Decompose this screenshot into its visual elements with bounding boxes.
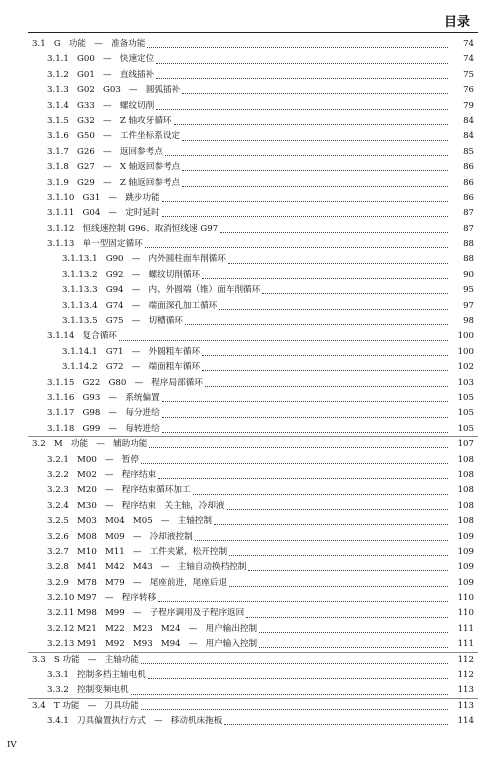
toc-entry-title: 3.2.2 M02 — 程序结束 <box>47 469 157 480</box>
toc-entry-title: 3.1.8 G27 — X 轴返回参考点 <box>47 162 181 173</box>
toc-entry[interactable] <box>0 145 500 160</box>
dot-leader <box>220 232 448 233</box>
toc-entry-title: 3.1.15 G22 G80 — 程序局部循环 <box>47 377 203 388</box>
table-of-contents <box>0 37 500 730</box>
toc-entry[interactable] <box>0 653 500 668</box>
toc-entry-page: 75 <box>463 69 474 80</box>
toc-entry-page: 105 <box>457 423 474 434</box>
toc-entry-page: 109 <box>457 577 474 588</box>
toc-entry[interactable] <box>0 714 500 729</box>
toc-entry-page: 109 <box>457 531 474 542</box>
toc-entry[interactable] <box>0 129 500 144</box>
toc-entry-page: 86 <box>463 162 474 173</box>
dot-leader <box>214 524 448 525</box>
toc-entry[interactable] <box>0 422 500 437</box>
header-rule <box>28 32 478 33</box>
dot-leader <box>228 263 448 264</box>
toc-entry-page: 108 <box>457 469 474 480</box>
toc-entry-title: 3.1.10 G31 — 跳步功能 <box>47 192 160 203</box>
toc-entry-title: 3.3.2 控制变频电机 <box>47 685 129 696</box>
toc-entry[interactable] <box>0 637 500 652</box>
toc-entry-page: 108 <box>457 500 474 511</box>
toc-entry[interactable] <box>0 668 500 683</box>
toc-entry[interactable] <box>0 499 500 514</box>
toc-entry[interactable] <box>0 283 500 298</box>
toc-entry-page: 87 <box>463 223 474 234</box>
toc-entry-page: 103 <box>457 377 474 388</box>
toc-entry-page: 86 <box>463 177 474 188</box>
toc-entry-page: 110 <box>457 608 474 619</box>
toc-entry[interactable] <box>0 222 500 237</box>
toc-entry[interactable] <box>0 483 500 498</box>
dot-leader <box>259 647 448 648</box>
dot-leader <box>174 124 448 125</box>
dot-leader <box>165 155 448 156</box>
toc-entry-page: 100 <box>457 346 474 357</box>
toc-entry-title: 3.2.7 M10 M11 — 工件夹紧，松开控制 <box>47 546 228 557</box>
dot-leader <box>202 355 448 356</box>
toc-entry-title: 3.2.8 M41 M42 M43 — 主轴自动换档控制 <box>47 562 247 573</box>
toc-entry-page: 74 <box>463 39 474 49</box>
toc-entry-title: 3.1.6 G50 — 工件坐标系设定 <box>47 131 181 142</box>
toc-entry[interactable] <box>0 68 500 83</box>
toc-entry-page: 97 <box>463 300 474 311</box>
dot-leader <box>219 309 448 310</box>
toc-entry-title: 3.1 G 功能 — 准备功能 <box>32 39 146 49</box>
toc-entry-title: 3.2.13 M91 M92 M93 M94 — 用户输入控制 <box>47 639 258 650</box>
toc-entry-title: 3.1.12 恒线速控制 G96、取消恒线速 G97 <box>47 223 219 234</box>
dot-leader <box>141 663 448 664</box>
toc-entry[interactable] <box>0 52 500 67</box>
toc-entry[interactable] <box>0 99 500 114</box>
toc-entry[interactable] <box>0 329 500 344</box>
toc-entry-page: 113 <box>457 700 474 711</box>
dot-leader <box>162 201 448 202</box>
dot-leader <box>185 324 448 325</box>
toc-entry-page: 105 <box>457 408 474 419</box>
dot-leader <box>156 78 448 79</box>
toc-entry[interactable] <box>0 176 500 191</box>
toc-entry[interactable] <box>0 252 500 267</box>
toc-entry[interactable] <box>0 591 500 606</box>
toc-entry-title: 3.1.1 G00 — 快速定位 <box>47 54 155 65</box>
toc-entry-page: 105 <box>457 392 474 403</box>
toc-entry-page: 85 <box>463 146 474 157</box>
toc-entry-title: 3.1.18 G99 — 每转进给 <box>47 423 160 434</box>
page-header-title: 目录 <box>443 15 470 30</box>
toc-entry-title: 3.1.11 G04 — 定时延时 <box>47 208 160 219</box>
dot-leader <box>141 463 448 464</box>
toc-entry-page: 90 <box>463 269 474 280</box>
toc-entry[interactable] <box>0 237 500 252</box>
toc-entry-title: 3.2.10 M97 — 程序转移 <box>47 593 157 604</box>
dot-leader <box>202 370 448 371</box>
toc-entry-page: 110 <box>457 593 474 604</box>
toc-entry-page: 109 <box>457 546 474 557</box>
toc-entry-page: 76 <box>463 85 474 96</box>
toc-entry[interactable] <box>0 299 500 314</box>
toc-entry-title: 3.1.5 G32 — Z 轴攻牙循环 <box>47 115 172 126</box>
toc-entry-page: 95 <box>463 285 474 296</box>
toc-entry[interactable] <box>0 530 500 545</box>
toc-entry[interactable] <box>0 268 500 283</box>
toc-entry-title: 3.2 M 功能 — 辅助功能 <box>32 439 148 450</box>
toc-entry-title: 3.1.14 复合循环 <box>47 331 117 342</box>
toc-entry[interactable] <box>0 314 500 329</box>
dot-leader <box>193 494 448 495</box>
toc-entry-title: 3.1.14.2 G72 — 端面粗车循环 <box>62 362 201 373</box>
dot-leader <box>145 247 448 248</box>
dot-leader <box>162 216 448 217</box>
toc-entry[interactable] <box>0 606 500 621</box>
toc-entry-title: 3.2.12 M21 M22 M23 M24 — 用户输出控制 <box>47 623 258 634</box>
toc-entry-page: 88 <box>463 254 474 265</box>
dot-leader <box>156 63 448 64</box>
dot-leader <box>246 617 448 618</box>
toc-entry[interactable] <box>0 191 500 206</box>
section-divider <box>28 698 478 699</box>
toc-entry-page: 87 <box>463 208 474 219</box>
toc-entry-title: 3.1.17 G98 — 每分进给 <box>47 408 160 419</box>
dot-leader <box>205 386 448 387</box>
toc-entry[interactable] <box>0 683 500 698</box>
dot-leader <box>229 555 448 556</box>
toc-entry-title: 3.1.13 单一型固定循环 <box>47 239 143 250</box>
toc-entry-page: 108 <box>457 485 474 496</box>
toc-entry[interactable] <box>0 622 500 637</box>
dot-leader <box>202 278 448 279</box>
toc-entry[interactable] <box>0 406 500 421</box>
toc-entry-title: 3.4 T 功能 — 刀具功能 <box>32 700 139 711</box>
toc-entry[interactable] <box>0 391 500 406</box>
toc-entry-title: 3.1.2 G01 — 直线插补 <box>47 69 155 80</box>
toc-entry[interactable] <box>0 37 500 52</box>
toc-entry-title: 3.2.11 M98 M99 — 子程序调用及子程序返回 <box>47 608 245 619</box>
dot-leader <box>141 709 448 710</box>
toc-entry-title: 3.1.3 G02 G03 — 圆弧插补 <box>47 85 181 96</box>
toc-entry[interactable] <box>0 360 500 375</box>
dot-leader <box>182 140 448 141</box>
toc-entry-page: 111 <box>457 623 474 634</box>
dot-leader <box>262 293 448 294</box>
toc-entry-page: 114 <box>457 716 474 727</box>
toc-entry-page: 86 <box>463 192 474 203</box>
toc-entry[interactable] <box>0 560 500 575</box>
toc-entry-page: 109 <box>457 562 474 573</box>
dot-leader <box>182 93 448 94</box>
toc-entry-title: 3.1.13.3 G94 — 内、外圆端（锥）面车削循环 <box>62 285 261 296</box>
dot-leader <box>147 47 448 48</box>
toc-entry-page: 111 <box>457 639 474 650</box>
toc-entry-page: 98 <box>463 316 474 327</box>
toc-entry-title: 3.1.9 G29 — Z 轴返回参考点 <box>47 177 181 188</box>
dot-leader <box>195 540 448 541</box>
toc-entry-title: 3.2.3 M20 — 程序结束循环加工 <box>47 485 191 496</box>
dot-leader <box>148 678 448 679</box>
toc-entry-page: 108 <box>457 454 474 465</box>
toc-entry[interactable] <box>0 376 500 391</box>
dot-leader <box>229 586 448 587</box>
dot-leader <box>162 417 448 418</box>
dot-leader <box>224 724 448 725</box>
toc-entry-title: 3.1.13.2 G92 — 螺纹切削循环 <box>62 269 201 280</box>
toc-entry[interactable] <box>0 545 500 560</box>
toc-entry-page: 108 <box>457 516 474 527</box>
section-divider <box>28 652 478 653</box>
dot-leader <box>182 186 448 187</box>
toc-entry-page: 88 <box>463 239 474 250</box>
toc-entry[interactable] <box>0 83 500 98</box>
toc-entry[interactable] <box>0 114 500 129</box>
toc-entry-title: 3.2.6 M08 M09 — 冷却液控制 <box>47 531 193 542</box>
toc-entry-page: 112 <box>457 654 474 665</box>
toc-entry-title: 3.1.13.4 G74 — 端面深孔加工循环 <box>62 300 218 311</box>
toc-entry-title: 3.2.1 M00 — 暂停 <box>47 454 139 465</box>
dot-leader <box>158 478 448 479</box>
toc-entry[interactable] <box>0 514 500 529</box>
toc-entry-title: 3.3.1 控制多档主轴电机 <box>47 670 146 681</box>
dot-leader <box>156 109 448 110</box>
toc-entry[interactable] <box>0 453 500 468</box>
section-divider <box>28 436 478 437</box>
dot-leader <box>227 509 448 510</box>
toc-entry-title: 3.1.13.1 G90 — 内外圆柱面车削循环 <box>62 254 226 265</box>
toc-entry-title: 3.1.7 G26 — 返回参考点 <box>47 146 163 157</box>
toc-entry-page: 84 <box>463 131 474 142</box>
toc-entry-page: 79 <box>463 100 474 111</box>
toc-entry-page: 74 <box>463 54 474 65</box>
toc-entry[interactable] <box>0 206 500 221</box>
toc-entry-title: 3.1.4 G33 — 螺纹切削 <box>47 100 155 111</box>
toc-entry-page: 107 <box>457 439 474 450</box>
toc-entry[interactable] <box>0 437 500 452</box>
toc-entry-title: 3.1.16 G93 — 系统偏置 <box>47 392 160 403</box>
dot-leader <box>158 601 448 602</box>
toc-entry[interactable] <box>0 576 500 591</box>
dot-leader <box>162 401 448 402</box>
toc-entry-title: 3.4.1 刀具偏置执行方式 — 移动机床拖板 <box>47 716 223 727</box>
dot-leader <box>182 170 448 171</box>
toc-entry-page: 112 <box>457 670 474 681</box>
toc-entry-page: 113 <box>457 685 474 696</box>
toc-entry[interactable] <box>0 699 500 714</box>
toc-entry[interactable] <box>0 345 500 360</box>
dot-leader <box>119 340 448 341</box>
dot-leader <box>259 632 448 633</box>
toc-entry[interactable] <box>0 160 500 175</box>
toc-entry[interactable] <box>0 468 500 483</box>
dot-leader <box>162 432 448 433</box>
toc-entry-title: 3.2.4 M30 — 程序结束 关主轴，冷却液 <box>47 500 225 511</box>
toc-entry-title: 3.3 S 功能 — 主轴功能 <box>32 654 140 665</box>
toc-entry-page: 84 <box>463 115 474 126</box>
toc-entry-page: 100 <box>457 331 474 342</box>
dot-leader <box>149 447 448 448</box>
page-number: IV <box>7 740 17 750</box>
toc-entry-title: 3.1.13.5 G75 — 切槽循环 <box>62 316 183 327</box>
toc-entry-title: 3.2.9 M78 M79 — 尾座前进，尾座后退 <box>47 577 228 588</box>
dot-leader <box>131 694 448 695</box>
toc-entry-title: 3.2.5 M03 M04 M05 — 主轴控制 <box>47 516 213 527</box>
toc-entry-page: 102 <box>457 362 474 373</box>
dot-leader <box>248 570 448 571</box>
toc-entry-title: 3.1.14.1 G71 — 外圆粗车循环 <box>62 346 201 357</box>
